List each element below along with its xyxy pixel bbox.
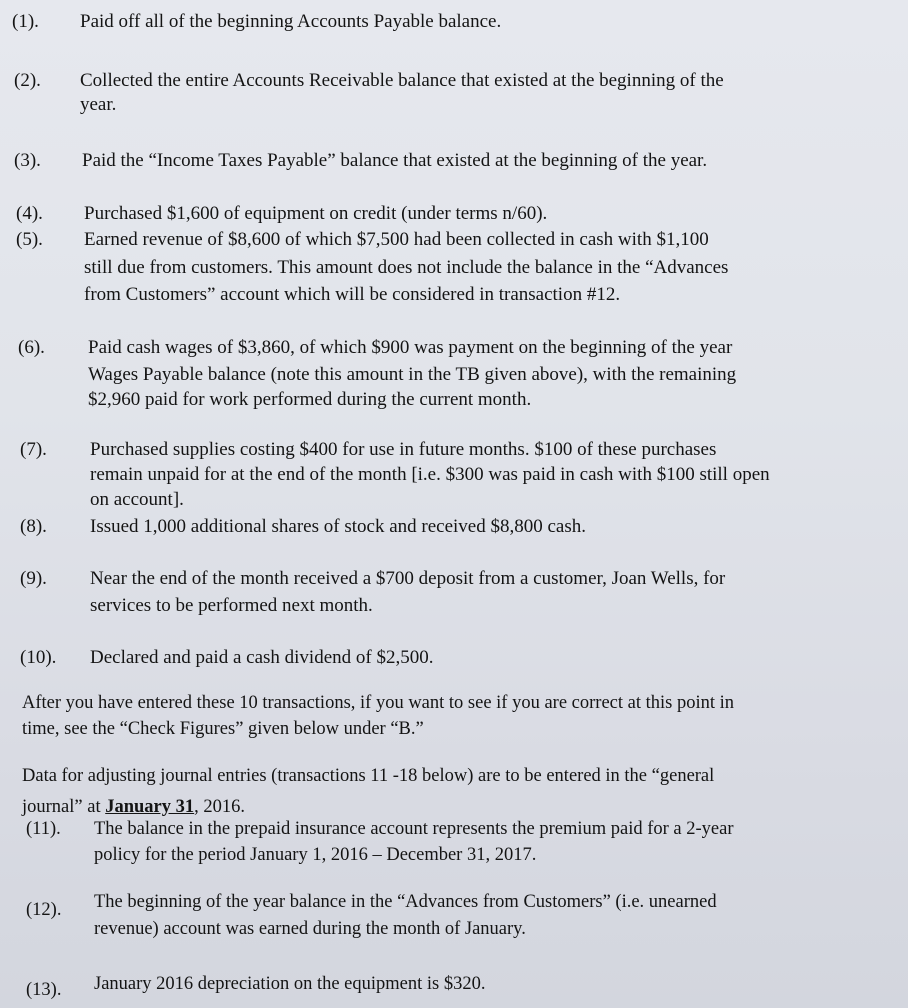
transaction-text: Paid the “Income Taxes Payable” balance that existed at the beginning of the year. <box>82 150 708 171</box>
adjustment-number: (13). <box>26 980 62 1000</box>
after-note-line-1: After you have entered these 10 transactions, if you want to see if you are correct at this point in <box>22 693 735 713</box>
adjusting-date: January 31 <box>105 797 195 817</box>
adjustment-number: (11). <box>26 819 61 839</box>
transaction-number: (8). <box>20 516 47 537</box>
adjustment-text: The balance in the prepaid insurance account represents the premium paid for a 2-year <box>94 819 734 839</box>
transaction-text: Earned revenue of $8,600 of which $7,500 had been collected in cash with $1,100 <box>84 229 709 250</box>
transaction-text: from Customers” account which will be considered in transaction #12. <box>84 284 621 305</box>
transaction-text: Paid off all of the beginning Accounts Payable balance. <box>80 11 502 32</box>
transaction-text: $2,960 paid for work performed during the current month. <box>88 389 532 410</box>
transaction-text: remain unpaid for at the end of the month [i.e. $300 was paid in cash with $100 still open <box>90 464 770 485</box>
adjusting-intro-line-1: Data for adjusting journal entries (transactions 11 -18 below) are to be entered in the “general <box>22 766 715 786</box>
transaction-number: (9). <box>20 568 47 589</box>
after-note-line-2: time, see the “Check Figures” given below under “B.” <box>22 719 424 739</box>
adjusting-intro-prefix: journal” at <box>22 797 106 817</box>
transaction-number: (2). <box>14 70 41 91</box>
adjustment-number: (12). <box>26 900 62 920</box>
transaction-text: Issued 1,000 additional shares of stock and received $8,800 cash. <box>90 516 586 537</box>
transaction-number: (5). <box>16 229 43 250</box>
transaction-text: Declared and paid a cash dividend of $2,500. <box>90 647 434 668</box>
transaction-text: Purchased $1,600 of equipment on credit (under terms n/60). <box>84 203 548 224</box>
transaction-text: on account]. <box>90 489 184 510</box>
adjustment-text: The beginning of the year balance in the “Advances from Customers” (i.e. unearned <box>94 892 717 912</box>
adjustment-text: January 2016 depreciation on the equipment is $320. <box>94 974 486 994</box>
transaction-number: (7). <box>20 439 47 460</box>
transaction-text: Purchased supplies costing $400 for use in future months. $100 of these purchases <box>90 439 717 460</box>
adjustment-text: policy for the period January 1, 2016 – December 31, 2017. <box>94 845 537 865</box>
transaction-number: (6). <box>18 337 45 358</box>
transaction-text: services to be performed next month. <box>90 595 373 616</box>
transaction-number: (10). <box>20 647 57 668</box>
transaction-text: Near the end of the month received a $700 deposit from a customer, Joan Wells, for <box>90 568 726 589</box>
transaction-text: Wages Payable balance (note this amount in the TB given above), with the remaining <box>88 364 737 385</box>
transaction-text: still due from customers. This amount does not include the balance in the “Advances <box>84 257 729 278</box>
transaction-number: (3). <box>14 150 41 171</box>
transaction-text: year. <box>80 94 117 115</box>
adjusting-intro-suffix: , 2016. <box>194 797 246 817</box>
adjustment-text: revenue) account was earned during the month of January. <box>94 919 526 939</box>
transaction-text: Collected the entire Accounts Receivable balance that existed at the beginning of the <box>80 70 724 91</box>
transaction-number: (1). <box>12 11 39 32</box>
transaction-number: (4). <box>16 203 43 224</box>
transaction-text: Paid cash wages of $3,860, of which $900 was payment on the beginning of the year <box>88 337 733 358</box>
